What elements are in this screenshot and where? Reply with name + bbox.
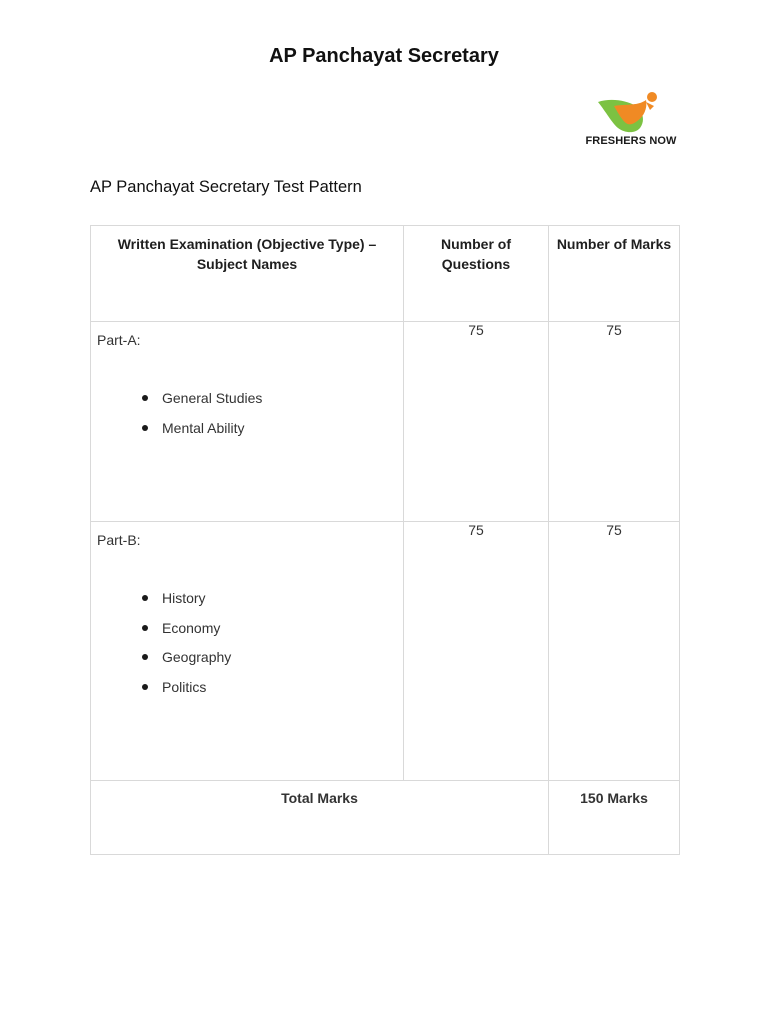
part-b-subject-list: [97, 588, 397, 697]
header-subject-names: Written Examination (Objective Type) – Subject Names: [91, 226, 404, 322]
bullet-dot-icon: [142, 595, 148, 601]
part-a-cell: [91, 322, 404, 522]
table-row: [91, 522, 680, 781]
subject-name: Economy: [162, 619, 221, 636]
freshers-now-logo-icon: [596, 90, 660, 136]
bullet-dot-icon: [142, 425, 148, 431]
subject-name: General Studies: [162, 390, 263, 406]
section-title: AP Panchayat Secretary Test Pattern: [90, 178, 362, 196]
part-b-questions: 75: [404, 522, 549, 781]
part-b-cell: [91, 522, 404, 781]
part-a-marks: 75: [549, 322, 680, 522]
list-item: [142, 677, 397, 697]
list-item: [142, 618, 397, 638]
list-item: [142, 418, 397, 438]
part-a-questions: 75: [404, 322, 549, 522]
subject-name: Geography: [162, 649, 232, 666]
total-row: [91, 781, 680, 855]
list-item: [142, 388, 397, 408]
part-a-subject-list: [97, 388, 397, 438]
bullet-dot-icon: [142, 654, 148, 660]
header-number-of-marks: Number of Marks: [549, 226, 680, 322]
freshers-now-logo: [584, 90, 678, 152]
bullet-dot-icon: [142, 625, 148, 631]
part-a-label: Part-A:: [97, 332, 141, 348]
header-number-of-questions: Number of Questions: [404, 226, 549, 322]
total-marks-label: Total Marks: [91, 781, 549, 855]
table-header-row: [91, 226, 680, 322]
list-item: [142, 647, 397, 667]
page-title: AP Panchayat Secretary: [269, 45, 499, 67]
table-row: [91, 322, 680, 522]
part-b-marks: 75: [549, 522, 680, 781]
bullet-dot-icon: [142, 395, 148, 401]
test-pattern-table: [90, 225, 680, 855]
subject-name: History: [162, 590, 206, 606]
subject-name: Politics: [162, 679, 207, 696]
list-item: [142, 588, 397, 608]
logo-text: FRESHERS NOW: [585, 135, 677, 147]
bullet-dot-icon: [142, 684, 148, 690]
part-b-label: Part-B:: [97, 532, 141, 548]
total-marks-value: 150 Marks: [549, 781, 680, 855]
subject-name: Mental Ability: [162, 419, 245, 436]
